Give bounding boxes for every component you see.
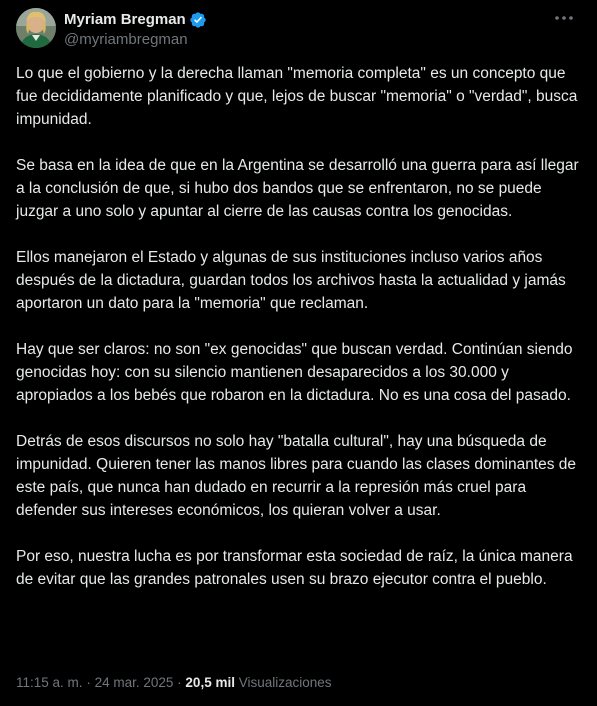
tweet-meta	[16, 673, 332, 693]
more-button[interactable]	[551, 8, 577, 28]
meta-separator: ·	[177, 675, 182, 690]
tweet-header	[16, 8, 581, 52]
user-info	[64, 10, 207, 49]
views-label: Visualizaciones	[238, 675, 332, 690]
tweet-paragraph: Hay que ser claros: no son "ex genocidas" que buscan verdad. Continúan siendo genocidas hoy: con su silencio mantienen desaparecidos a los 30.000 y apropiados a los bebés que robaron en la dictadura. No es una cosa del pasado.	[16, 341, 573, 404]
tweet-paragraph: Por eso, nuestra lucha es por transformar esta sociedad de raíz, la única manera de evitar que las grandes patronales usen su brazo ejecutor contra el pueblo.	[16, 548, 573, 588]
more-horizontal-icon	[554, 15, 574, 21]
tweet-paragraph: Se basa en la idea de que en la Argentina se desarrolló una guerra para así llegar a la conclusión de que, si hubo dos bandos que se enfrentaron, no se puede juzgar a uno solo y apuntar al cierre de las causas contra los genocidas.	[16, 157, 579, 220]
author-name[interactable]: Myriam Bregman	[64, 11, 186, 28]
tweet-text	[16, 62, 584, 614]
meta-separator: ·	[86, 675, 91, 690]
tweet-paragraph: Detrás de esos discursos no solo hay "batalla cultural", hay una búsqueda de impunidad. Quieren tener las manos libres para cuando las clases dominantes de este país, que nunca han dudado en recurrir a la represión más cruel para defender sus intereses económicos, los quieran volver a usar.	[16, 433, 577, 519]
name-row	[64, 10, 207, 29]
avatar[interactable]	[16, 8, 56, 48]
verified-badge-icon	[189, 11, 207, 29]
tweet-time[interactable]: 11:15 a. m.	[16, 675, 83, 690]
tweet-paragraph: Ellos manejaron el Estado y algunas de sus instituciones incluso varios años después de la dictadura, guardan todos los archivos hasta la actualidad y jamás aportaron un dato para la "memoria" que reclaman.	[16, 249, 566, 312]
author-handle[interactable]: @myriambregman	[64, 31, 188, 48]
views-count[interactable]: 20,5 mil	[185, 675, 235, 690]
avatar-image	[16, 8, 56, 48]
tweet-date[interactable]: 24 mar. 2025	[94, 675, 174, 690]
tweet-paragraph: Lo que el gobierno y la derecha llaman "memoria completa" es un concepto que fue decididamente planificado y que, lejos de buscar "memoria" o "verdad", busca impunidad.	[16, 65, 578, 128]
